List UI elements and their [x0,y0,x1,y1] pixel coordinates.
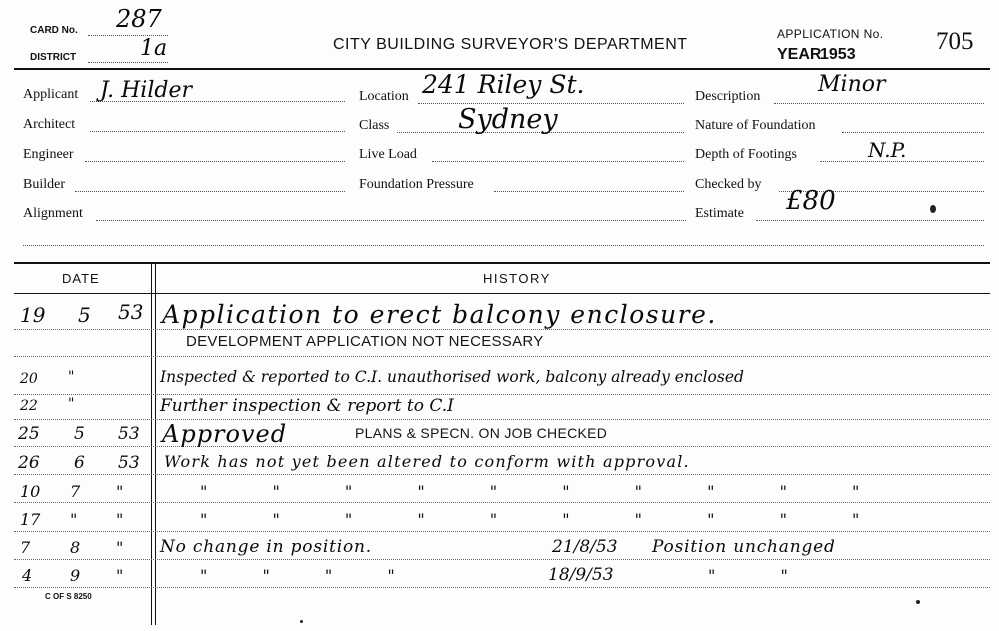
row-rule [14,394,990,395]
card-no-label: CARD No. [30,25,78,36]
row-day: 25 [18,424,40,444]
architect-label: Architect [23,117,76,132]
row-history2: " " [708,566,788,585]
row-month: 7 [70,482,81,501]
date-column-divider [151,263,152,625]
row-day: 22 [20,398,38,414]
scan-speck [916,600,920,604]
applicant-label: Applicant [23,87,79,102]
row-rule [14,446,990,447]
row-date2: 21/8/53 [552,537,618,557]
row-year: " [116,482,124,501]
depth-label: Depth of Footings [695,147,797,162]
row-day: 7 [20,538,31,557]
row-rule [14,559,990,560]
depth-value: N.P. [868,138,907,162]
description-line [774,103,984,104]
row-year: 53 [118,453,140,473]
row-rule [14,587,990,588]
live-load-label: Live Load [359,147,417,162]
row-history: Inspected & reported to C.I. unauthorised work, balcony already enclosed [160,368,744,386]
row-day: 17 [20,510,41,529]
engineer-label: Engineer [23,147,74,162]
row-history: Further inspection & report to C.I [160,396,454,416]
description-value: Minor [818,72,886,97]
alignment-label: Alignment [23,206,83,221]
table-header-rule [14,293,990,294]
applicant-value: J. Hilder [100,78,192,103]
engineer-line [85,161,345,162]
row-month: " [68,396,75,412]
row-date2: 18/9/53 [548,565,614,585]
nature-line [842,132,984,133]
row-history: Work has not yet been altered to conform with approval. [164,452,690,471]
architect-line [90,131,345,132]
district-value: 1a [140,36,168,61]
form-code: C OF S 8250 [45,592,92,601]
class-label: Class [359,118,390,133]
year-label: YEAR [777,46,822,63]
row-rule [14,474,990,475]
row-history-stamp: PLANS & SPECN. ON JOB CHECKED [355,425,608,441]
blank-field-line [23,245,984,246]
row-month: 8 [70,538,81,557]
application-no-value: 705 [936,28,974,55]
row-day: 10 [20,482,41,501]
table-top-rule [14,262,990,264]
foundation-pressure-line [494,191,684,192]
row-month: " [68,369,75,385]
row-month: 9 [70,566,81,585]
nature-label: Nature of Foundation [695,118,816,133]
row-history-stamp: DEVELOPMENT APPLICATION NOT NECESSARY [186,333,544,350]
row-rule [14,356,990,357]
row-day: 19 [20,303,46,327]
foundation-pressure-label: Foundation Pressure [359,177,474,192]
scan-speck [300,620,303,623]
location-label: Location [359,89,409,104]
card-no-value: 287 [116,5,162,33]
row-rule [14,329,990,330]
row-day: 20 [20,371,38,387]
history-header: HISTORY [483,271,551,286]
department-title: CITY BUILDING SURVEYOR'S DEPARTMENT [333,36,688,53]
location-value: 241 Riley St. [422,70,585,99]
builder-label: Builder [23,177,65,192]
builder-line [75,191,345,192]
row-day: 26 [18,453,40,473]
row-year: " [116,510,124,529]
row-history: Application to erect balcony enclosure. [162,300,717,329]
row-year: " [116,538,124,557]
row-month: 6 [74,453,85,473]
estimate-value: £80 [786,186,836,216]
date-header: DATE [62,271,100,286]
district-line [88,62,168,63]
row-history: " " " " " " " " " " [200,510,860,529]
row-history: " " " " [200,566,395,585]
year-value: 1953 [820,46,856,63]
checked-label: Checked by [695,177,762,192]
row-history: " " " " " " " " " " [200,482,860,501]
row-day: 4 [22,566,33,585]
estimate-line [756,220,984,221]
class-value: Sydney [458,104,558,135]
row-year: 53 [118,300,144,324]
row-rule [14,419,990,420]
row-rule [14,502,990,503]
row-year: " [116,566,124,585]
row-history2: Position unchanged [652,537,836,557]
row-month: 5 [74,424,85,444]
row-history: No change in position. [160,537,372,557]
estimate-label: Estimate [695,206,744,221]
district-label: DISTRICT [30,52,77,63]
application-no-label: APPLICATION No. [777,27,884,41]
row-month: " [70,510,78,529]
date-column-divider-2 [155,263,156,625]
row-history: Approved [162,420,288,448]
row-month: 5 [78,303,91,327]
row-year: 53 [118,424,140,444]
description-label: Description [695,89,761,104]
live-load-line [432,161,684,162]
scan-speck [930,205,936,213]
row-rule [14,531,990,532]
alignment-line [96,220,686,221]
